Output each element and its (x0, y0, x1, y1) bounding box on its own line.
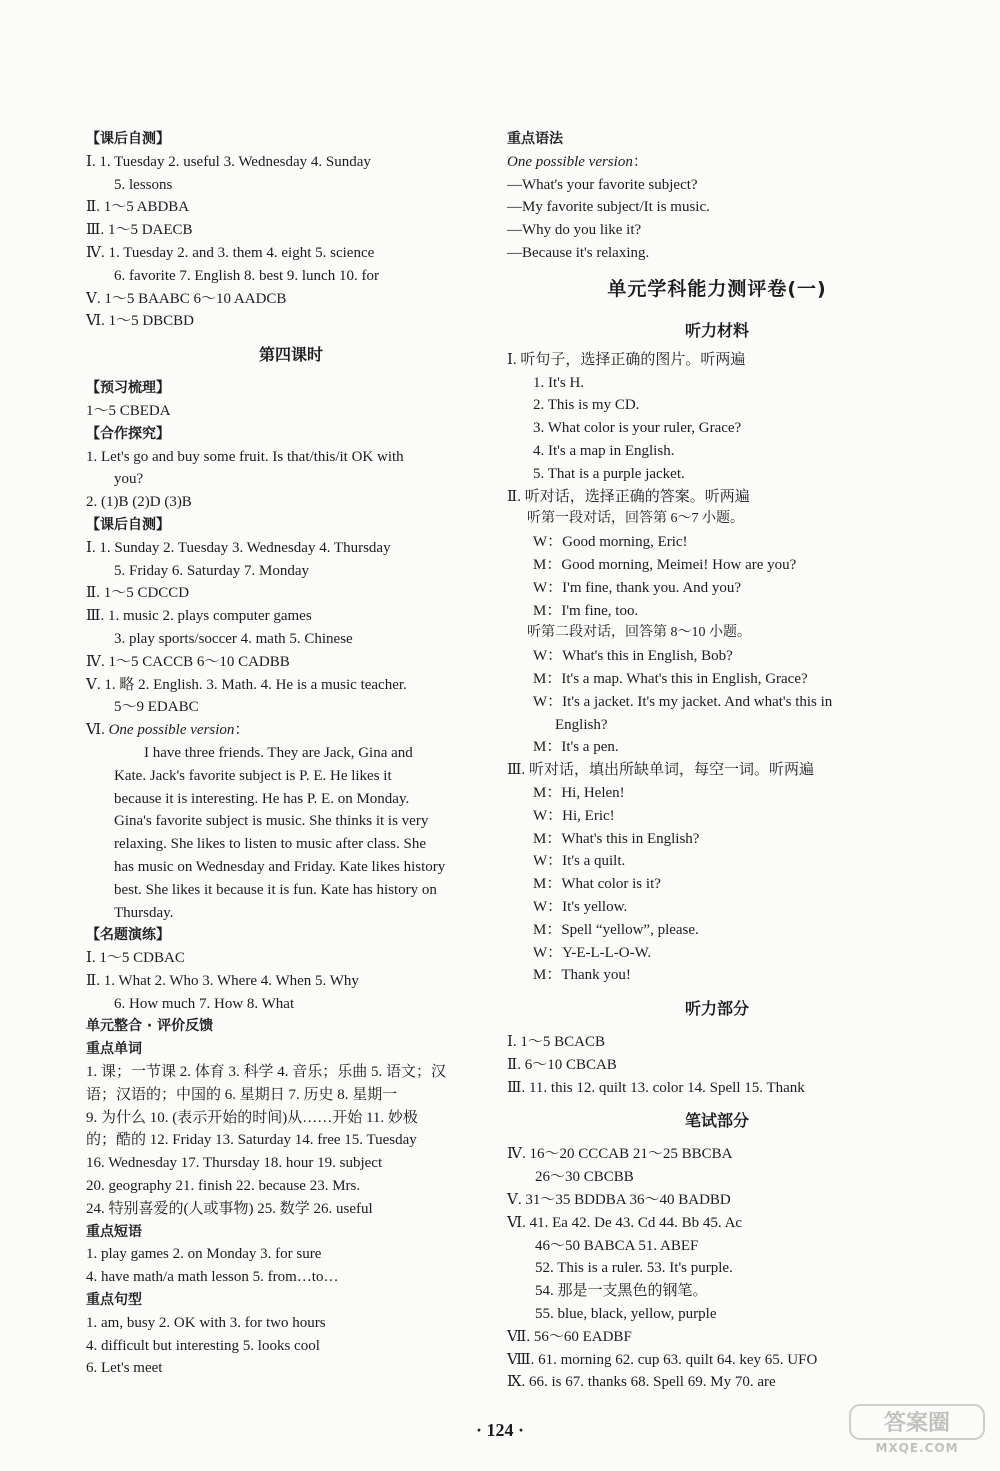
answer-line: 1. play games 2. on Monday 3. for sure (86, 1246, 322, 1263)
answer-line: Ⅵ. 1～5 DBCBD (86, 313, 195, 330)
answer-line: —My favorite subject/It is music. (507, 199, 710, 216)
answer-line: Ⅳ. 1～5 CACCB 6～10 CADBB (86, 653, 290, 670)
possible-version-label: One possible version (108, 722, 235, 739)
lesson-title: 第四课时 (258, 345, 323, 365)
answer-line: Ⅲ. 1～5 DAECB (86, 222, 193, 239)
answer-line: Ⅱ. 6～10 CBCAB (507, 1056, 617, 1073)
answer-line: Ⅸ. 66. is 67. thanks 68. Spell 69. My 70. are (507, 1374, 776, 1391)
answer-line: 3. play sports/soccer 4. math 5. Chinese (114, 630, 353, 647)
answer-line: 46～50 BABCA 51. ABEF (535, 1237, 699, 1254)
test-title: 单元学科能力测评卷(一) (607, 277, 827, 300)
answer-line: Ⅳ. 16～20 CCCAB 21～25 BBCBA (507, 1146, 733, 1163)
essay-line: best. She likes it because it is fun. Kate has history on (114, 881, 437, 898)
answer-line: Ⅰ. 1～5 CDBAC (86, 950, 185, 967)
answer-line: Ⅳ. 1. Tuesday 2. and 3. them 4. eight 5. science (86, 244, 375, 261)
answer-line: 54. 那是一支黑色的钢笔。 (535, 1283, 708, 1300)
script-line: 5. That is a purple jacket. (533, 465, 685, 482)
unit-review-title: 单元整合 · 评价反馈 (86, 1018, 214, 1035)
dialogue-line: M：What's this in English? (533, 830, 700, 847)
dialogue-line: W：It's a quilt. (533, 853, 626, 870)
answer-line: 6. How much 7. How 8. What (114, 995, 295, 1012)
answer-line: 1. am, busy 2. OK with 3. for two hours (86, 1314, 326, 1331)
dialogue-line: M：What color is it? (533, 876, 661, 893)
essay-line: I have three friends. They are Jack, Gina and (144, 744, 413, 761)
dialogue-line: M：Spell “yellow”, please. (533, 921, 699, 938)
dialogue-line: M：It's a map. What's this in English, Grace? (533, 670, 808, 687)
roman-numeral: Ⅵ. (86, 722, 109, 739)
dialogue-line: W：It's a jacket. It's my jacket. And what's this in (533, 693, 833, 710)
answer-line: 6. Let's meet (86, 1360, 163, 1377)
answer-line: 5. Friday 6. Saturday 7. Monday (114, 562, 309, 579)
written-part-title: 笔试部分 (684, 1111, 749, 1131)
answer-line: Ⅱ. 1～5 ABDBA (86, 199, 190, 216)
listening-material-title: 听力材料 (684, 320, 749, 340)
section-label-mingti: 【名题演练】 (86, 927, 170, 944)
script-line: 2. This is my CD. (533, 397, 640, 414)
answer-line: Ⅷ. 61. morning 62. cup 63. quilt 64. key 65. UFO (507, 1351, 818, 1368)
dialogue-line: M：Hi, Helen! (533, 784, 625, 801)
answer-line: 9. 为什么 10. (表示开始的时间)从……开始 11. 妙极 (86, 1109, 418, 1126)
answer-line: Ⅴ. 1. 略 2. English. 3. Math. 4. He is a music teacher. (86, 676, 407, 693)
left-column (86, 128, 496, 1380)
essay-line: because it is interesting. He has P. E. on Monday. (114, 790, 410, 807)
dialogue-line: M：It's a pen. (533, 739, 619, 756)
section-label-hezuo: 【合作探究】 (86, 425, 170, 442)
colon: ： (632, 153, 648, 170)
dialogue-line: English? (555, 716, 608, 733)
dialogue-note: 听第一段对话，回答第 6～7 小题。 (527, 511, 744, 527)
essay-line: Gina's favorite subject is music. She thinks it is very (114, 813, 429, 830)
answer-line: 1. 课；一节课 2. 体育 3. 科学 4. 音乐；乐曲 5. 语文；汉 (86, 1064, 447, 1081)
section-label-kehou2: 【课后自测】 (86, 516, 170, 533)
dialogue-line: W：Y-E-L-L-O-W. (533, 944, 652, 961)
answer-line: Ⅲ. 11. this 12. quilt 13. color 14. Spell 15. Thank (507, 1079, 805, 1096)
script-line: 4. It's a map in English. (533, 442, 675, 459)
answer-line: 5. lessons (114, 176, 173, 193)
dialogue-line: W：I'm fine, thank you. And you? (533, 579, 742, 596)
dialogue-line: M：Good morning, Meimei! How are you? (533, 556, 797, 573)
answer-line: 52. This is a ruler. 53. It's purple. (535, 1260, 733, 1277)
answer-line: 5～9 EDABC (114, 699, 199, 716)
key-patterns-label: 重点句型 (86, 1292, 142, 1309)
answer-line: Ⅶ. 56～60 EADBF (507, 1328, 632, 1345)
answer-line: Ⅱ. 1～5 CDCCD (86, 585, 190, 602)
answer-line: Ⅴ. 1～5 BAABC 6～10 AADCB (86, 290, 287, 307)
dialogue-note: 听第二段对话，回答第 8～10 小题。 (527, 625, 751, 641)
answer-line: 24. 特别喜爱的(人或事物) 25. 数学 26. useful (86, 1200, 373, 1217)
page-number: · 124 · (475, 1420, 524, 1440)
question-section-title: Ⅱ. 听对话，选择正确的答案。听两遍 (507, 488, 750, 505)
answer-line: 20. geography 21. finish 22. because 23. Mrs. (86, 1178, 361, 1195)
answer-line: Ⅰ. 1. Sunday 2. Tuesday 3. Wednesday 4. Thursday (86, 539, 391, 556)
essay-line: has music on Wednesday and Friday. Kate likes history (114, 858, 446, 875)
answer-line: 语；汉语的；中国的 6. 星期日 7. 历史 8. 星期一 (86, 1086, 398, 1103)
answer-line: Ⅰ. 1～5 BCACB (507, 1034, 606, 1051)
watermark-url: MXQE.COM (875, 1441, 959, 1455)
dialogue-line: W：Good morning, Eric! (533, 534, 688, 551)
key-grammar-label: 重点语法 (507, 131, 563, 147)
question-section-title: Ⅰ. 听句子，选择正确的图片。听两遍 (507, 351, 746, 368)
question-section-title: Ⅲ. 听对话，填出所缺单词，每空一词。听两遍 (507, 762, 814, 779)
section-label-yuxi: 【预习梳理】 (86, 380, 170, 397)
dialogue-line: W：It's yellow. (533, 898, 628, 915)
right-column (507, 128, 927, 1394)
listening-part-title: 听力部分 (684, 999, 749, 1019)
answer-line: 1. Let's go and buy some fruit. Is that/this/it OK with (86, 448, 404, 465)
answer-line: Ⅰ. 1. Tuesday 2. useful 3. Wednesday 4. Sunday (86, 153, 371, 170)
watermark-logo-text: 答案圈 (883, 1411, 951, 1436)
dialogue-line: W：Hi, Eric! (533, 807, 615, 824)
answer-line: Ⅴ. 31～35 BDDBA 36～40 BADBD (507, 1192, 731, 1209)
answer-line: 4. have math/a math lesson 5. from…to… (86, 1269, 339, 1286)
watermark-logo-icon (842, 1403, 992, 1441)
answer-line: 的；酷的 12. Friday 13. Saturday 14. free 15. Tuesday (86, 1132, 417, 1149)
possible-version-label: One possible version (507, 153, 633, 170)
section-label-kehou1: 【课后自测】 (86, 131, 170, 147)
answer-line: Ⅱ. 1. What 2. Who 3. Where 4. When 5. Why (86, 972, 359, 989)
answer-line: Ⅲ. 1. music 2. plays computer games (86, 608, 312, 625)
key-words-label: 重点单词 (86, 1041, 142, 1058)
answer-line: 2. (1)B (2)D (3)B (86, 494, 192, 511)
colon: ： (234, 722, 250, 739)
answer-line: 1～5 CBEDA (86, 402, 171, 419)
essay-line: Thursday. (114, 904, 174, 921)
answer-line: Ⅵ. 41. Ea 42. De 43. Cd 44. Bb 45. Ac (507, 1214, 743, 1231)
answer-line: 4. difficult but interesting 5. looks cool (86, 1337, 320, 1354)
possible-version-line (507, 151, 927, 174)
watermark (842, 1403, 992, 1463)
answer-line: 6. favorite 7. English 8. best 9. lunch 10. for (114, 267, 379, 284)
dialogue-line: M：I'm fine, too. (533, 602, 639, 619)
dialogue-line: M：Thank you! (533, 967, 631, 984)
answer-line: 16. Wednesday 17. Thursday 18. hour 19. subject (86, 1155, 383, 1172)
answer-line: —Why do you like it? (507, 222, 642, 239)
essay-line: Kate. Jack's favorite subject is P. E. He likes it (114, 767, 392, 784)
essay-intro-line (86, 719, 496, 742)
answer-line: 55. blue, black, yellow, purple (535, 1306, 717, 1323)
answer-line: you? (114, 471, 144, 488)
script-line: 1. It's H. (533, 374, 585, 391)
answer-line: —Because it's relaxing. (507, 244, 650, 261)
essay-line: relaxing. She likes to listen to music after class. She (114, 836, 427, 853)
key-phrases-label: 重点短语 (86, 1223, 142, 1240)
dialogue-line: W：What's this in English, Bob? (533, 648, 733, 665)
watermark-logo (842, 1403, 992, 1441)
answer-line: —What's your favorite subject? (507, 176, 698, 193)
answer-line: 26～30 CBCBB (535, 1169, 634, 1186)
script-line: 3. What color is your ruler, Grace? (533, 420, 742, 437)
